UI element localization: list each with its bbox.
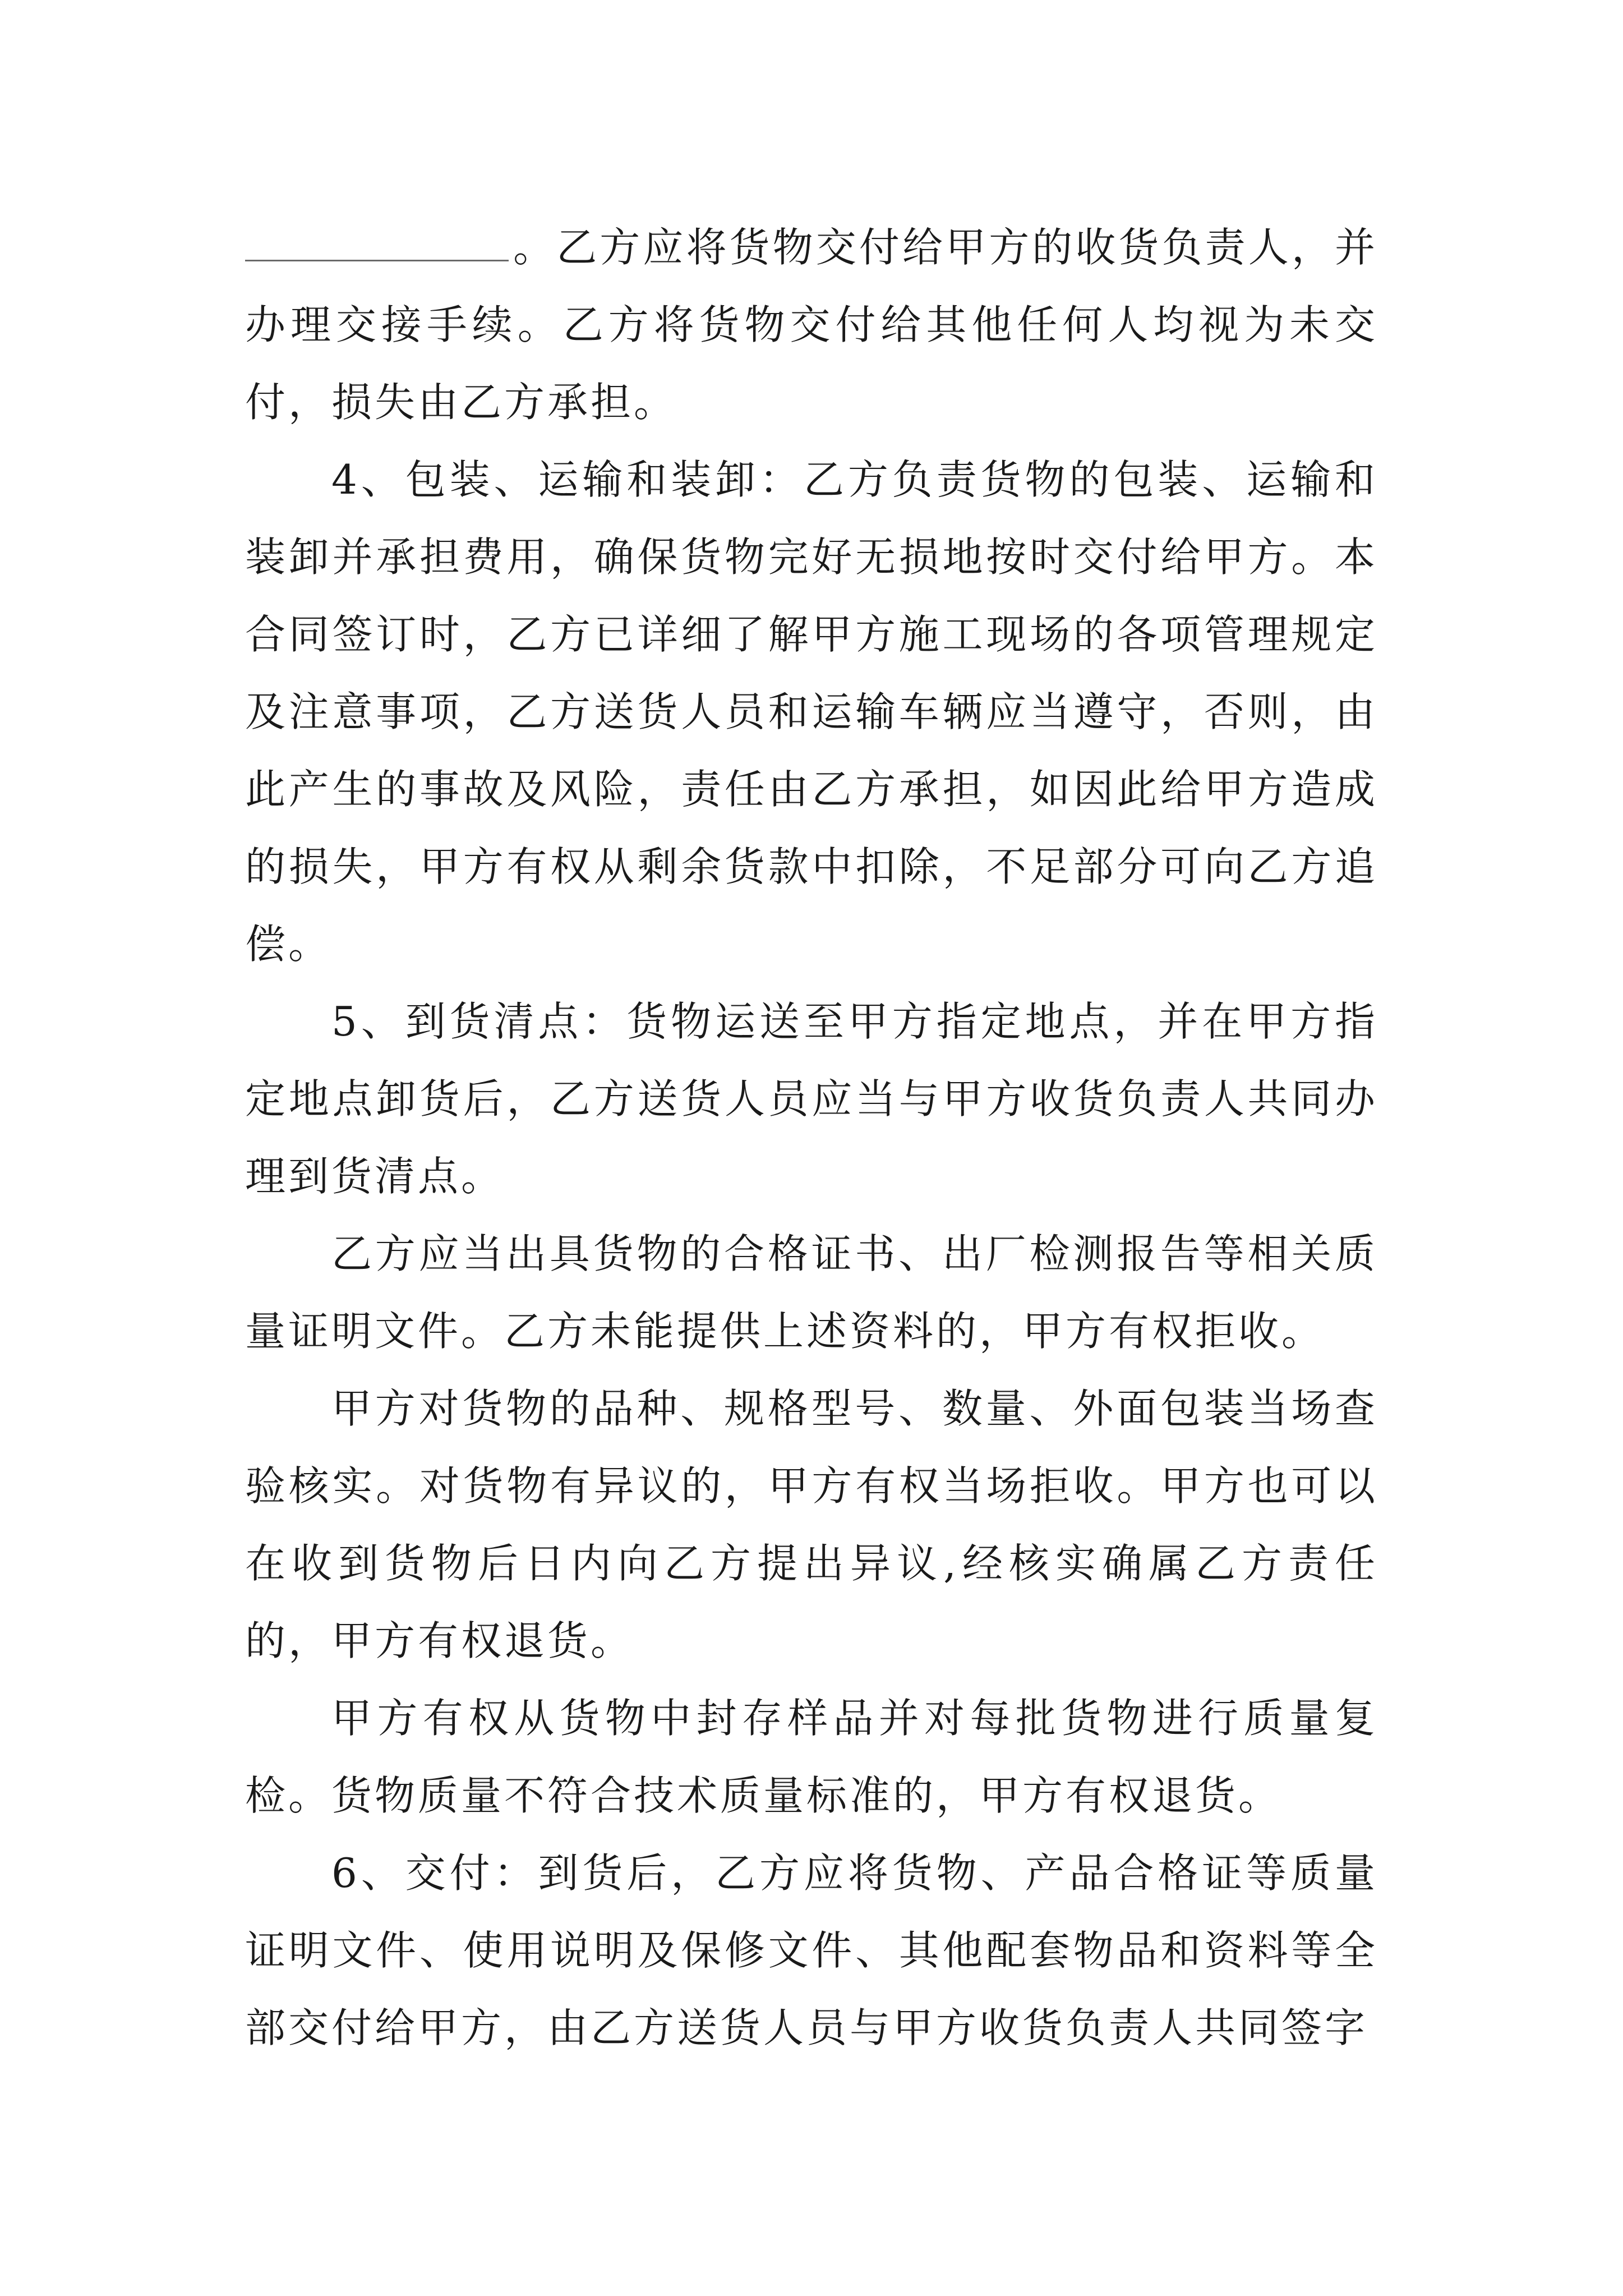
document-body [245,209,1378,2067]
paragraph-handover: 6、交付：到货后，乙方应将货物、产品合格证等质量证明文件、使用说明及保修文件、其他配套物品和资料等全部交付给甲方，由乙方送货人员与甲方收货负责人共同签字 [245,1849,1378,2051]
paragraph-quality-certificates: 乙方应当出具货物的合格证书、出厂检测报告等相关质量证明文件。乙方未能提供上述资料的，甲方有权拒收。 [245,1230,1378,1355]
paragraph-text: 。乙方应将货物交付给甲方的收货负责人，并办理交接手续。乙方将货物交付给其他任何人均视为未交付，损失由乙方承担。 [245,224,1378,426]
paragraph-sample-recheck: 甲方有权从货物中封存样品并对每批货物进行质量复检。货物质量不符合技术质量标准的，甲方有权退货。 [245,1695,1378,1819]
paragraph-delivery-handover [245,209,1378,441]
fill-in-blank [245,215,509,261]
paragraph-packaging-transport: 4、包装、运输和装卸：乙方负责货物的包装、运输和装卸并承担费用，确保货物完好无损地按时交付给甲方。本合同签订时，乙方已详细了解甲方施工现场的各项管理规定及注意事项，乙方送货人员和运输车辆应当遵守，否则，由此产生的事故及风险，责任由乙方承担，如因此给甲方造成的损失，甲方有权从剩余货款中扣除，不足部分可向乙方追偿。 [245,456,1378,968]
paragraph-arrival-check: 5、到货清点：货物运送至甲方指定地点，并在甲方指定地点卸货后，乙方送货人员应当与甲方收货负责人共同办理到货清点。 [245,998,1378,1200]
paragraph-inspection: 甲方对货物的品种、规格型号、数量、外面包装当场查验核实。对货物有异议的，甲方有权当场拒收。甲方也可以在收到货物后日内向乙方提出异议,经核实确属乙方责任的，甲方有权退货。 [245,1385,1378,1664]
